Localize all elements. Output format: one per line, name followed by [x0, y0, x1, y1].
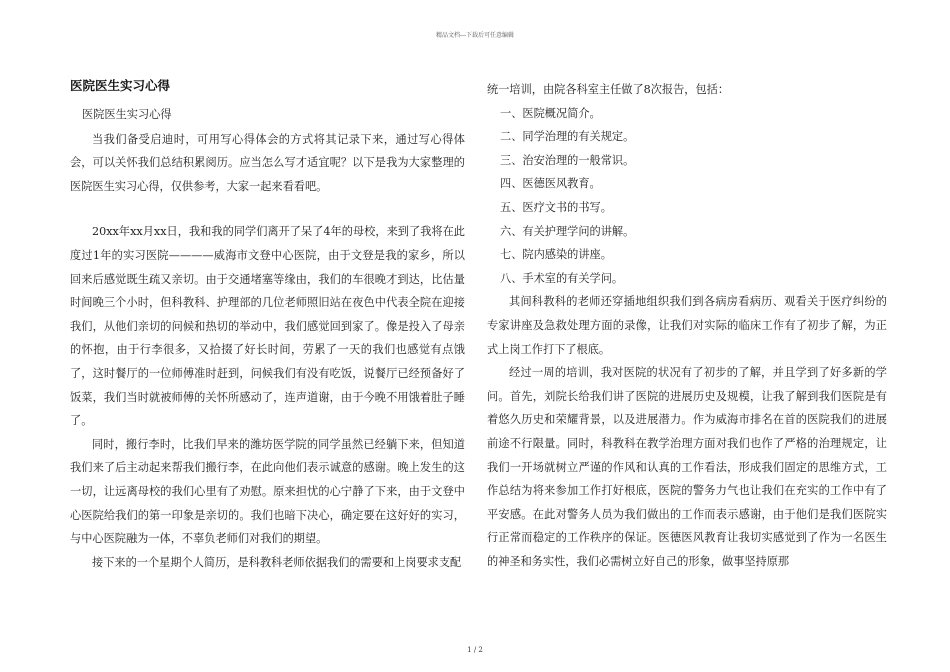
body-paragraph: 经过一周的培训，我对医院的状况有了初步的了解，并且学到了好多新的学问。首先，刘院长给我们讲了医院的进展历史及规模，让我了解到我们医院是有着悠久历史和荣耀背景，以及进展潜力。作为威海市排名在首的医院我们的进展前途不行限量。同时，科教科在教学治理方面对我们也作了严格的治理规定，让我们一开场就树立严谨的作风和认真的工作看法，形成我们固定的思维方式，工作总结为将来参加工作打好根底，医院的警务力气也让我们在充实的工作中有了平安感。在此对警务人员为我们做出的工作而表示感谢，由于他们是我们医院实行正常而稳定的工作秩序的保证。医德医风教育让我切实感觉到了作为一名医生的神圣和务实性，我们必需树立好自己的形象，做事坚持原那: [487, 366, 887, 568]
body-paragraph: 其间科教科的老师还穿插地组织我们到各病房看病历、观看关于医疗纠纷的专家讲座及急救处理方面的录像，让我们对实际的临床工作有了初步了解，为正式上岗工作打下了根底。: [487, 295, 887, 356]
lead-paragraph: 统一培训，由院各科室主任做了8次报告，包括：: [487, 83, 730, 96]
list-item: 四、医德医风教育。: [500, 177, 601, 191]
list-item: 八、手术室的有关学问。: [500, 271, 624, 285]
page-header: 精品文档---下载后可任意编辑: [435, 32, 515, 39]
list-item: 三、治安治理的一般常识。: [500, 153, 635, 167]
paragraph-spacer: [70, 198, 465, 220]
list-item: 一、医院概况简介。: [500, 106, 601, 120]
body-paragraph: 20xx年xx月xx日，我和我的同学们离开了呆了4年的母校，来到了我将在此度过1年的实习医院————威海市文登中心医院，由于文登是我的家乡，所以回来后感觉既生疏又亲切。由于交通堵塞等缘由，我们的车很晚才到达，比估量时间晚三个小时，但科教科、护理部的几位老师照旧站在夜色中代表全院在迎接我们，从他们亲切的问候和热切的举动中，我们感觉回到家了。像是投入了母亲的怀抱，由于行李很多，又拾掇了好长时间，劳累了一天的我们也感觉有点饿了，这时餐厅的一位师傅准时赶到，问候我们有没有吃饭，说餐厅已经预备好了饭菜，我们当时就被师傅的关怀所感动了，连声道谢，由于今晚不用饿着肚子睡了。: [70, 225, 465, 428]
body-paragraph: 同时，搬行李时，比我们早来的潍坊医学院的同学虽然已经躺下来，但知道我们来了后主动起来帮我们搬行李，在此向他们表示诚意的感谢。晚上发生的这一切，让远离母校的我们心里有了劝慰。原来担忧的心宁静了下来，由于文登中心医院给我们的第一印象是亲切的。我们也暗下决心，确定要在这好好的实习，与中心医院融为一体，不辜负老师们对我们的期望。: [70, 437, 465, 546]
list-item: 七、院内感染的讲座。: [500, 248, 612, 262]
left-column: [70, 78, 465, 574]
body-paragraph: 接下来的一个星期个人简历，是科教科老师依据我们的需要和上岗要求支配: [92, 555, 462, 569]
list-item: 二、同学治理的有关规定。: [500, 130, 635, 144]
list-item: 五、医疗文书的书写。: [500, 200, 612, 214]
list-item: 六、有关护理学问的讲解。: [500, 224, 635, 238]
subtitle: 医院医生实习心得: [82, 108, 172, 121]
document-title: 医院医生实习心得: [70, 78, 171, 93]
intro-paragraph: 当我们备受启迪时，可用写心得体会的方式将其记录下来，通过写心得体会，可以关怀我们总结积累阅历。应当怎么写才适宜呢？以下是我为大家整理的医院医生实习心得，仅供参考，大家一起来看看吧。: [70, 132, 465, 193]
page-number: 1 / 2: [467, 646, 483, 654]
right-column: [487, 78, 887, 573]
